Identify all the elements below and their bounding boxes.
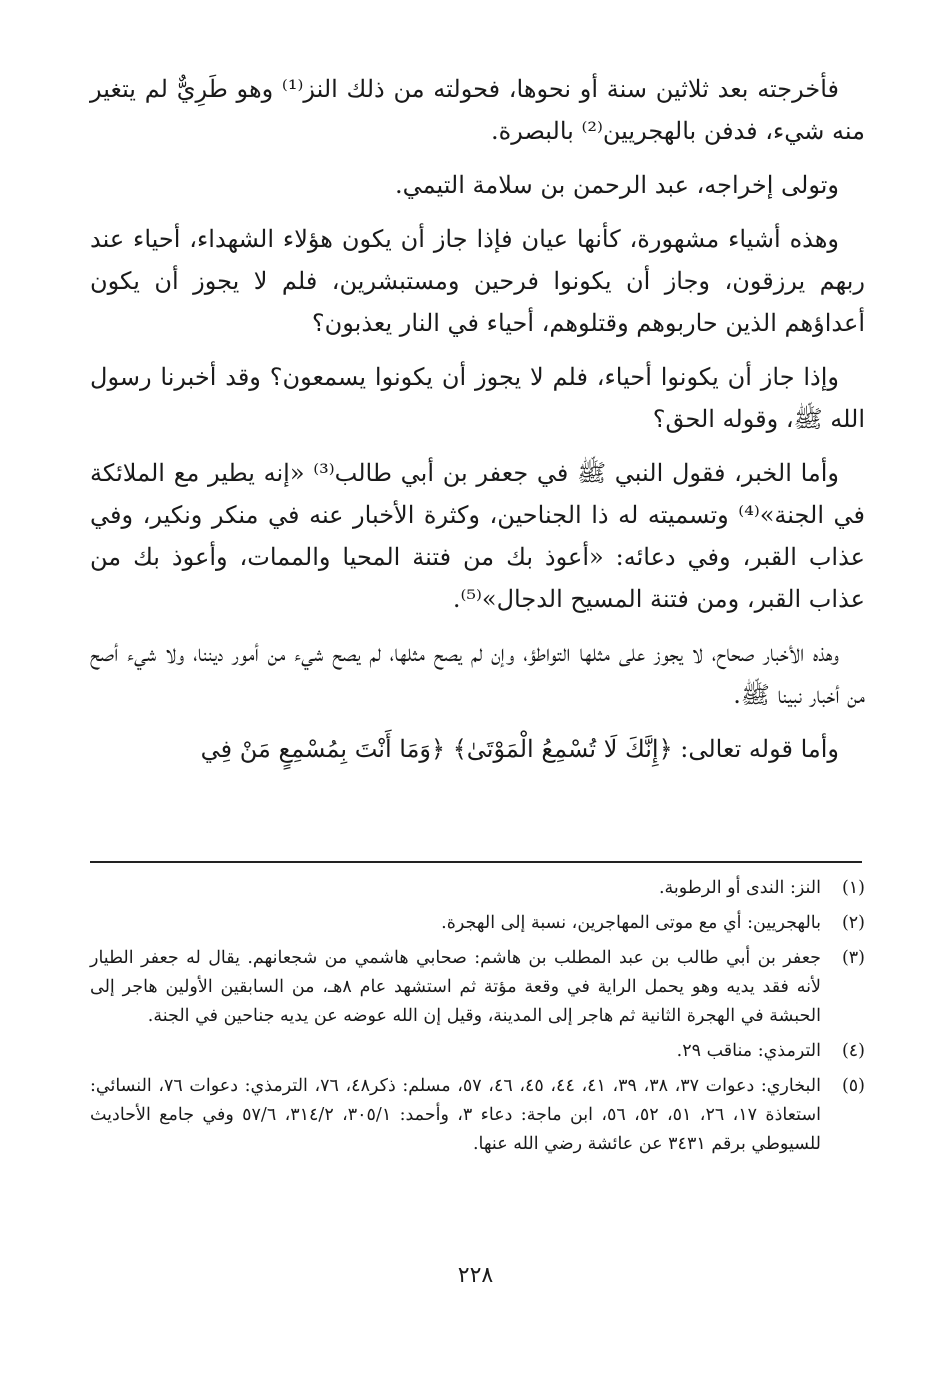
paragraph-2: وتولى إخراجه، عبد الرحمن بن سلامة التيمي. bbox=[394, 171, 839, 199]
footnote-number: (٣) bbox=[841, 948, 865, 968]
footnote-text: بالهجريين: أي مع موتى المهاجرين، نسبة إلى الهجرة. bbox=[441, 913, 821, 933]
footnote-2 bbox=[90, 909, 865, 938]
footnote-3 bbox=[90, 944, 865, 1031]
footnote-number: (٢) bbox=[841, 913, 865, 933]
paragraph-4: وإذا جاز أن يكونوا أحياء، فلم لا يجوز أن يكونوا يسمعون؟ وقد أخبرنا رسول الله ﷺ، وقوله الحق؟ bbox=[90, 363, 865, 433]
footnote-text: جعفر بن أبي طالب بن عبد المطلب بن هاشم: صحابي هاشمي من شجعانهم. يقال له جعفر الطيار لأنه فقد يديه وهو يحمل الراية في وقعة مؤتة ثم استشهد عام ٨هـ، من السابقين الأولين هاجر إلى الحبشة في الهجرة الثانية ثم هاجر إلى المدينة، وقيل إن الله عوضه عن يديه جناحين في الجنة. bbox=[90, 948, 821, 1026]
footnote-number: (٥) bbox=[841, 1076, 865, 1096]
paragraph-5: وأما الخبر، فقول النبي ﷺ في جعفر بن أبي طالب⁽³⁾ «إنه يطير مع الملائكة في الجنة»⁽⁴⁾ وتسميته له ذا الجناحين، وكثرة الأخبار عنه في منكر ونكير، وفي عذاب القبر، وفي دعائه: «أعوذ بك من فتنة المحيا والممات، وأعوذ بك من عذاب القبر، ومن فتنة المسيح الدجال»⁽⁵⁾. bbox=[90, 459, 866, 613]
paragraph-6: وهذه الأخبار صحاح، لا يجوز على مثلها التواطؤ، وإن لم يصح مثلها، لم يصح شيء من أمور ديننا، ولا شيء أصح من أخبار نبينا ﷺ. bbox=[90, 639, 865, 709]
footnote-divider bbox=[90, 861, 862, 863]
footnotes bbox=[90, 874, 865, 1165]
footnote-number: (١) bbox=[841, 878, 865, 898]
footnote-4 bbox=[90, 1037, 865, 1066]
footnote-1 bbox=[90, 874, 865, 903]
footnote-text: البخاري: دعوات ٣٧، ٣٨، ٣٩، ٤١، ٤٤، ٤٥، ٤٦، ٥٧، مسلم: ذكر٤٨، ٧٦، الترمذي: دعوات ٧٦، النسائي: استعاذة ١٧، ٢٦، ٥١، ٥٢، ٥٦، ابن ماجة: دعاء ٣، وأحمد: ٣٠٥/١، ٣١٤/٢، ٥٧/٦ وفي جامع الأحاديث للسيوطي برقم ٣٤٣١ عن عائشة رضي الله عنها. bbox=[90, 1076, 821, 1154]
footnote-5 bbox=[90, 1072, 865, 1159]
body-text bbox=[90, 68, 865, 780]
footnote-text: النز: الندى أو الرطوبة. bbox=[658, 878, 821, 898]
page-number: ٢٢٨ bbox=[457, 1263, 494, 1288]
paragraph-1: فأخرجته بعد ثلاثين سنة أو نحوها، فحولته من ذلك النز⁽¹⁾ وهو طَرِيٌّ لم يتغير منه شيء، فدفن بالهجريين⁽²⁾ بالبصرة. bbox=[90, 75, 865, 145]
footnote-number: (٤) bbox=[841, 1041, 865, 1061]
paragraph-3: وهذه أشياء مشهورة، كأنها عيان فإذا جاز أن يكون هؤلاء الشهداء، أحياء عند ربهم يرزقون، وجاز أن يكونوا فرحين ومستبشرين، فلم لا يجوز أن يكون أعداؤهم الذين حاربوهم وقتلوهم، أحياء في النار يعذبون؟ bbox=[90, 225, 865, 337]
paragraph-7: وأما قوله تعالى: ﴿إِنَّكَ لَا تُسْمِعُ الْمَوْتَىٰ﴾ ﴿وَمَا أَنْتَ بِمُسْمِعٍ مَنْ فِي bbox=[200, 735, 839, 763]
footnote-text: الترمذي: مناقب ٢٩. bbox=[676, 1041, 821, 1061]
